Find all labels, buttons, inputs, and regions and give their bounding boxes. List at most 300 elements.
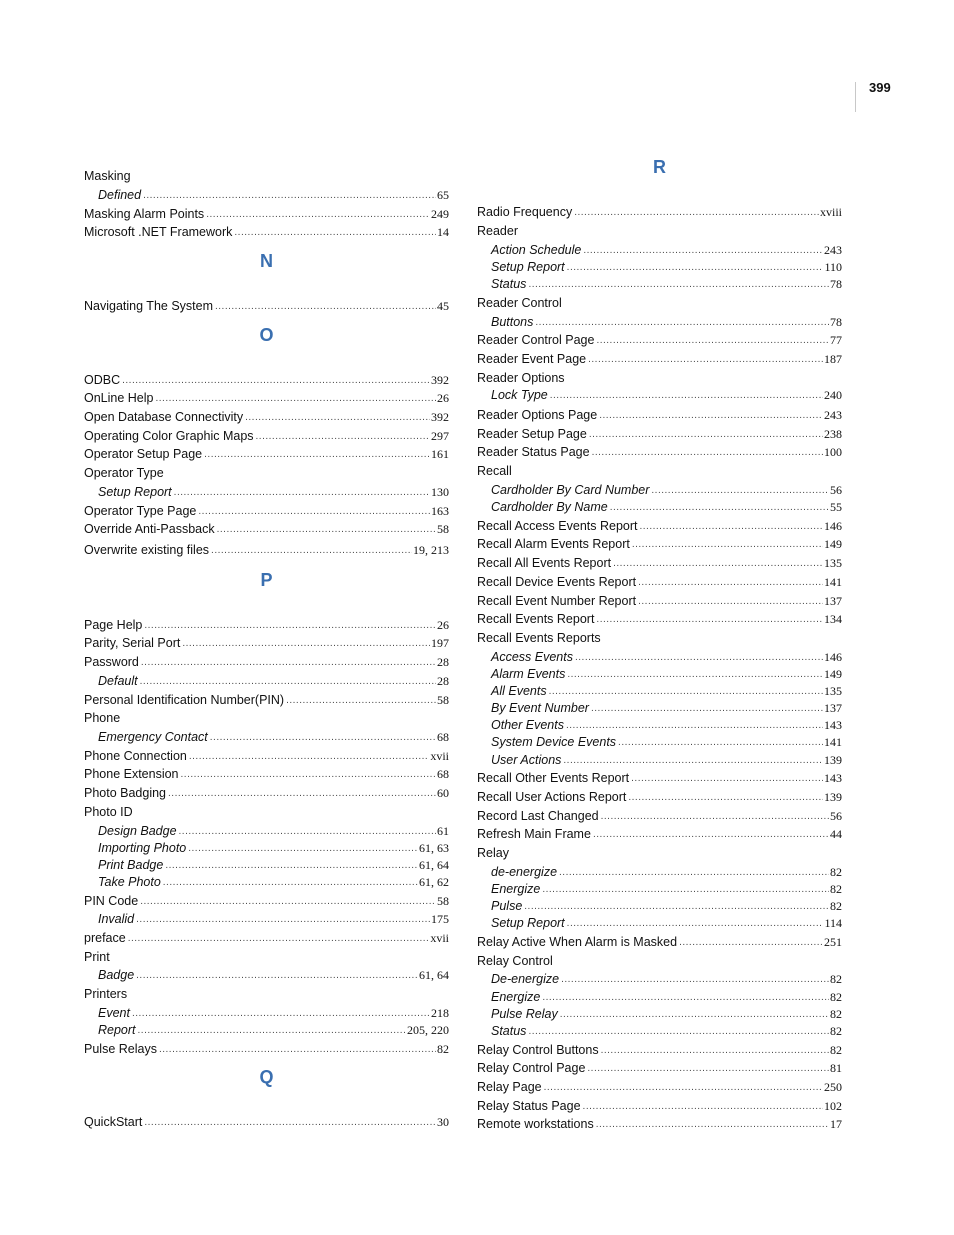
index-entry-pages: 175 (431, 912, 449, 926)
index-entry-pages: 143 (824, 771, 842, 785)
index-entry (84, 369, 449, 387)
index-entry-label: Recall (477, 464, 512, 478)
index-entry-pages: 392 (431, 373, 449, 387)
index-entry-label: Setup Report (491, 916, 565, 930)
index-entry (477, 292, 842, 310)
index-subentry (491, 496, 842, 514)
index-entry-label: Recall All Events Report (477, 556, 612, 570)
index-entry (84, 946, 449, 964)
dot-leader (136, 914, 430, 926)
index-entry-label: Password (84, 655, 139, 669)
index-entry (84, 689, 449, 707)
index-entry-label: Badge (98, 968, 135, 982)
index-entry-label: PIN Code (84, 894, 139, 908)
dot-leader (601, 1045, 829, 1057)
index-entry (477, 608, 842, 626)
index-entry (477, 1095, 842, 1113)
index-entry (477, 1076, 842, 1094)
index-entry-label: Operator Setup Page (84, 447, 203, 461)
index-entry-pages: 141 (824, 575, 842, 589)
index-entry-label: Status (491, 1024, 527, 1038)
dot-leader (128, 933, 430, 945)
index-entry (84, 425, 449, 443)
index-subentry (491, 912, 842, 930)
index-entry-pages: 146 (824, 650, 842, 664)
index-section-heading-n: N (260, 251, 273, 271)
index-subentry (98, 1019, 449, 1037)
index-entry-label: Reader Options Page (477, 408, 598, 422)
page-number: 399 (869, 80, 891, 95)
index-entry-pages: 110 (824, 260, 842, 274)
index-entry-pages: 134 (824, 612, 842, 626)
index-entry-label: Reader Event Page (477, 352, 587, 366)
dot-leader (156, 393, 437, 405)
index-entry-label: Print (84, 950, 110, 964)
dot-leader (286, 695, 436, 707)
index-entry-label: Alarm Events (491, 667, 566, 681)
index-entry-label: Cardholder By Card Number (491, 483, 650, 497)
index-entry (84, 500, 449, 518)
index-entry (477, 441, 842, 459)
index-entry-label: Pulse Relays (84, 1042, 157, 1056)
dot-leader (640, 521, 824, 533)
index-subentry (98, 837, 449, 855)
index-entry-label: Remote workstations (477, 1117, 594, 1131)
index-entry-label: ODBC (84, 373, 121, 387)
index-entry (84, 221, 449, 239)
index-entry (84, 295, 449, 313)
index-entry-pages: 141 (824, 735, 842, 749)
index-subentry (98, 964, 449, 982)
dot-leader (632, 539, 823, 551)
dot-leader (182, 638, 430, 650)
index-entry (84, 890, 449, 908)
index-entry-label: QuickStart (84, 1115, 143, 1129)
dot-leader (141, 657, 436, 669)
index-entry (477, 367, 842, 385)
index-entry (84, 763, 449, 781)
index-entry (477, 460, 842, 478)
index-entry-label: Operator Type Page (84, 504, 197, 518)
dot-leader (168, 788, 436, 800)
index-entry-pages: 143 (824, 718, 842, 732)
index-subentry (98, 481, 449, 499)
dot-leader (181, 769, 436, 781)
index-entry-label: Reader (477, 224, 518, 238)
dot-leader (122, 375, 430, 387)
index-section-heading-p: P (260, 570, 273, 590)
index-entry-pages: 102 (824, 1099, 842, 1113)
index-entry-label: Relay Control Page (477, 1061, 586, 1075)
index-entry-pages: 137 (824, 594, 842, 608)
index-entry (84, 539, 449, 557)
index-entry (84, 651, 449, 669)
index-entry-label: Design Badge (98, 824, 177, 838)
index-subentry (491, 895, 842, 913)
header-rule (855, 82, 856, 112)
dot-leader (140, 896, 436, 908)
index-entry (84, 1111, 449, 1129)
index-entry (477, 515, 842, 533)
dot-leader (245, 412, 430, 424)
index-entry-pages: 28 (437, 655, 449, 669)
index-entry (84, 801, 449, 819)
index-entry-pages: 146 (824, 519, 842, 533)
index-entry (477, 1039, 842, 1057)
dot-leader (610, 502, 829, 514)
index-entry-label: Print Badge (98, 858, 164, 872)
dot-leader (631, 773, 823, 785)
index-entry-label: Report (98, 1023, 136, 1037)
dot-leader (613, 558, 823, 570)
index-subentry (491, 646, 842, 664)
dot-leader (628, 792, 823, 804)
index-entry-label: Operating Color Graphic Maps (84, 429, 254, 443)
index-entry-pages: xvii (430, 931, 449, 945)
index-entry (84, 745, 449, 763)
index-entry (477, 423, 842, 441)
index-entry-pages: 78 (830, 315, 842, 329)
dot-leader (206, 209, 430, 221)
index-entry-label: Action Schedule (491, 243, 582, 257)
index-entry-pages: 60 (437, 786, 449, 800)
index-entry (477, 404, 842, 422)
index-entry-label: Operator Type (84, 466, 164, 480)
dot-leader (593, 829, 829, 841)
dot-leader (561, 974, 829, 986)
index-entry-pages: 243 (824, 243, 842, 257)
dot-leader (143, 190, 436, 202)
index-entry (477, 823, 842, 841)
index-entry (84, 165, 449, 183)
index-entry-pages: 297 (431, 429, 449, 443)
dot-leader (528, 279, 829, 291)
index-entry-pages: 26 (437, 618, 449, 632)
index-entry (477, 842, 842, 860)
index-entry-pages: 26 (437, 391, 449, 405)
index-subentry (98, 908, 449, 926)
dot-leader (638, 577, 823, 589)
index-entry (84, 203, 449, 221)
index-entry-pages: 28 (437, 674, 449, 688)
index-entry-pages: 250 (824, 1080, 842, 1094)
dot-leader (163, 877, 418, 889)
index-entry-label: Phone Extension (84, 767, 179, 781)
index-entry-label: Microsoft .NET Framework (84, 225, 233, 239)
index-entry-label: Printers (84, 987, 128, 1001)
index-entry (477, 533, 842, 551)
index-entry (84, 782, 449, 800)
index-entry-label: System Device Events (491, 735, 617, 749)
index-subentry (491, 256, 842, 274)
index-entry-label: Default (98, 674, 138, 688)
dot-leader (528, 1026, 829, 1038)
index-entry-pages: 55 (830, 500, 842, 514)
index-entry (84, 387, 449, 405)
index-subentry (98, 670, 449, 688)
index-entry-label: Refresh Main Frame (477, 827, 591, 841)
index-entry-label: Page Help (84, 618, 143, 632)
index-entry-pages: 218 (431, 1006, 449, 1020)
index-entry-pages: 82 (830, 972, 842, 986)
dot-leader (210, 732, 436, 744)
index-subentry (491, 731, 842, 749)
index-entry-label: Radio Frequency (477, 205, 573, 219)
index-entry-pages: 44 (830, 827, 842, 841)
index-entry (84, 518, 449, 536)
index-entry-pages: 243 (824, 408, 842, 422)
index-entry-label: Status (491, 277, 527, 291)
index-entry-pages: 197 (431, 636, 449, 650)
index-entry-label: Recall User Actions Report (477, 790, 627, 804)
index-entry-pages: 82 (830, 990, 842, 1004)
index-entry (477, 805, 842, 823)
index-entry-label: Pulse Relay (491, 1007, 558, 1021)
index-entry (477, 1057, 842, 1075)
dot-leader (174, 487, 430, 499)
dot-leader (587, 1063, 829, 1075)
index-entry-pages: 58 (437, 894, 449, 908)
index-entry-pages: 65 (437, 188, 449, 202)
index-entry-label: User Actions (491, 753, 562, 767)
index-entry-pages: 56 (830, 809, 842, 823)
index-entry-label: Phone (84, 711, 121, 725)
index-entry-pages: 14 (437, 225, 449, 239)
index-subentry (491, 968, 842, 986)
index-entry-pages: xvii (430, 749, 449, 763)
index-entry-pages: 163 (431, 504, 449, 518)
index-entry-label: Reader Control (477, 296, 562, 310)
index-subentry (98, 854, 449, 872)
index-entry-label: Cardholder By Name (491, 500, 608, 514)
index-entry-pages: 161 (431, 447, 449, 461)
dot-leader (592, 447, 823, 459)
index-entry-pages: 61, 64 (419, 968, 449, 982)
index-entry-pages: 82 (830, 1007, 842, 1021)
index-entry-label: Parity, Serial Port (84, 636, 181, 650)
index-entry-label: Navigating The System (84, 299, 213, 313)
dot-leader (211, 545, 412, 557)
index-subentry (491, 273, 842, 291)
dot-leader (535, 317, 829, 329)
index-subentry (98, 820, 449, 838)
index-entry-label: Recall Device Events Report (477, 575, 637, 589)
index-subentry (491, 878, 842, 896)
index-entry-label: Relay Control Buttons (477, 1043, 599, 1057)
index-entry-pages: 100 (824, 445, 842, 459)
dot-leader (204, 449, 430, 461)
index-entry-label: Personal Identification Number(PIN) (84, 693, 285, 707)
index-entry-pages: 135 (824, 556, 842, 570)
dot-leader (234, 227, 436, 239)
dot-leader (638, 596, 823, 608)
dot-leader (596, 1119, 829, 1131)
index-subentry (491, 663, 842, 681)
index-entry-pages: 61, 62 (419, 875, 449, 889)
index-subentry (491, 861, 842, 879)
dot-leader (144, 620, 436, 632)
index-subentry (491, 1020, 842, 1038)
index-entry (477, 552, 842, 570)
index-entry-label: Masking Alarm Points (84, 207, 205, 221)
dot-leader (544, 1082, 823, 1094)
index-subentry (491, 749, 842, 767)
dot-leader (588, 354, 823, 366)
index-entry-label: Relay (477, 846, 509, 860)
index-entry-pages: 61, 63 (419, 841, 449, 855)
dot-leader (599, 410, 823, 422)
index-entry-pages: 78 (830, 277, 842, 291)
index-entry-label: Reader Options (477, 371, 565, 385)
index-entry-label: Photo Badging (84, 786, 167, 800)
index-entry (477, 348, 842, 366)
index-entry-pages: 82 (830, 882, 842, 896)
dot-leader (144, 1117, 436, 1129)
index-subentry (491, 479, 842, 497)
index-entry (84, 983, 449, 1001)
index-entry-label: Reader Status Page (477, 445, 590, 459)
index-entry (477, 767, 842, 785)
index-subentry (98, 871, 449, 889)
index-entry-pages: 130 (431, 485, 449, 499)
index-entry-label: By Event Number (491, 701, 589, 715)
index-entry (477, 590, 842, 608)
index-entry-label: Phone Connection (84, 749, 187, 763)
index-entry-label: Lock Type (491, 388, 548, 402)
index-subentry (491, 714, 842, 732)
index-entry-label: Open Database Connectivity (84, 410, 244, 424)
dot-leader (618, 737, 823, 749)
index-entry-label: Relay Active When Alarm is Masked (477, 935, 678, 949)
index-entry-pages: 82 (830, 1043, 842, 1057)
index-entry-pages: 249 (431, 207, 449, 221)
index-subentry (491, 986, 842, 1004)
index-entry-label: Override Anti-Passback (84, 522, 215, 536)
index-entry-label: Recall Alarm Events Report (477, 537, 630, 551)
index-section-heading-q: Q (259, 1067, 274, 1087)
index-entry (84, 406, 449, 424)
index-entry (84, 632, 449, 650)
index-entry-label: OnLine Help (84, 391, 154, 405)
index-subentry (491, 697, 842, 715)
dot-leader (215, 301, 436, 313)
index-entry-pages: 61 (437, 824, 449, 838)
index-entry-pages: 82 (437, 1042, 449, 1056)
index-section-heading-o: O (259, 325, 274, 345)
index-subentry (491, 680, 842, 698)
index-entry-pages: 187 (824, 352, 842, 366)
index-entry-label: Relay Status Page (477, 1099, 581, 1113)
dot-leader (189, 751, 429, 763)
dot-leader (136, 970, 418, 982)
index-entry (477, 1113, 842, 1131)
index-entry-label: Recall Event Number Report (477, 594, 637, 608)
index-entry-pages: 81 (830, 1061, 842, 1075)
index-entry-label: Energize (491, 882, 541, 896)
index-section-heading-r: R (653, 157, 666, 177)
index-entry-label: Record Last Changed (477, 809, 599, 823)
index-entry-label: Recall Events Report (477, 612, 595, 626)
dot-leader (198, 506, 430, 518)
index-subentry (491, 311, 842, 329)
dot-leader (679, 937, 823, 949)
index-entry (84, 927, 449, 945)
index-entry-pages: 240 (824, 388, 842, 402)
index-entry-pages: 139 (824, 753, 842, 767)
index-entry-pages: 82 (830, 1024, 842, 1038)
index-entry-label: Masking (84, 169, 131, 183)
index-entry (84, 707, 449, 725)
index-entry-label: Setup Report (491, 260, 565, 274)
index-subentry (491, 239, 842, 257)
index-entry-pages: 82 (830, 899, 842, 913)
index-entry-pages: 135 (824, 684, 842, 698)
index-entry (477, 329, 842, 347)
index-entry-pages: 58 (437, 693, 449, 707)
index-entry-label: Relay Control (477, 954, 553, 968)
index-entry-pages: 392 (431, 410, 449, 424)
index-entry-pages: 56 (830, 483, 842, 497)
dot-leader (217, 524, 436, 536)
index-entry-pages: 251 (824, 935, 842, 949)
index-entry-label: Buttons (491, 315, 534, 329)
dot-leader (563, 755, 823, 767)
index-entry-label: Defined (98, 188, 142, 202)
index-entry-label: Photo ID (84, 805, 133, 819)
index-entry-label: Recall Events Reports (477, 631, 601, 645)
index-entry-pages: 68 (437, 730, 449, 744)
index-entry-label: Pulse (491, 899, 523, 913)
index-entry-pages: 45 (437, 299, 449, 313)
dot-leader (138, 1025, 406, 1037)
index-entry (477, 220, 842, 238)
index-entry (477, 571, 842, 589)
index-entry-label: Recall Access Events Report (477, 519, 638, 533)
index-entry (84, 1038, 449, 1056)
index-entry-label: All Events (491, 684, 547, 698)
dot-leader (596, 335, 829, 347)
index-entry (477, 931, 842, 949)
index-subentry (98, 184, 449, 202)
index-entry-pages: 68 (437, 767, 449, 781)
index-entry-pages: 30 (437, 1115, 449, 1129)
index-entry (84, 462, 449, 480)
index-entry-label: Setup Report (98, 485, 172, 499)
index-entry-label: Event (98, 1006, 130, 1020)
dot-leader (574, 207, 819, 219)
index-entry-label: Importing Photo (98, 841, 187, 855)
index-entry (477, 950, 842, 968)
dot-leader (589, 429, 823, 441)
index-subentry (491, 1003, 842, 1021)
dot-leader (567, 918, 824, 930)
index-entry-pages: 149 (824, 667, 842, 681)
index-entry-label: Other Events (491, 718, 564, 732)
index-subentry (491, 384, 842, 402)
index-entry (477, 201, 842, 219)
dot-leader (596, 614, 823, 626)
index-entry-pages: xviii (819, 205, 842, 219)
dot-leader (159, 1044, 436, 1056)
index-entry-label: De-energize (491, 972, 560, 986)
index-entry-pages: 238 (824, 427, 842, 441)
index-entry-pages: 205, 220 (407, 1023, 449, 1037)
index-entry-label: Energize (491, 990, 541, 1004)
index-entry-pages: 17 (830, 1117, 842, 1131)
index-entry (477, 786, 842, 804)
index-entry-label: Invalid (98, 912, 135, 926)
index-entry-pages: 149 (824, 537, 842, 551)
